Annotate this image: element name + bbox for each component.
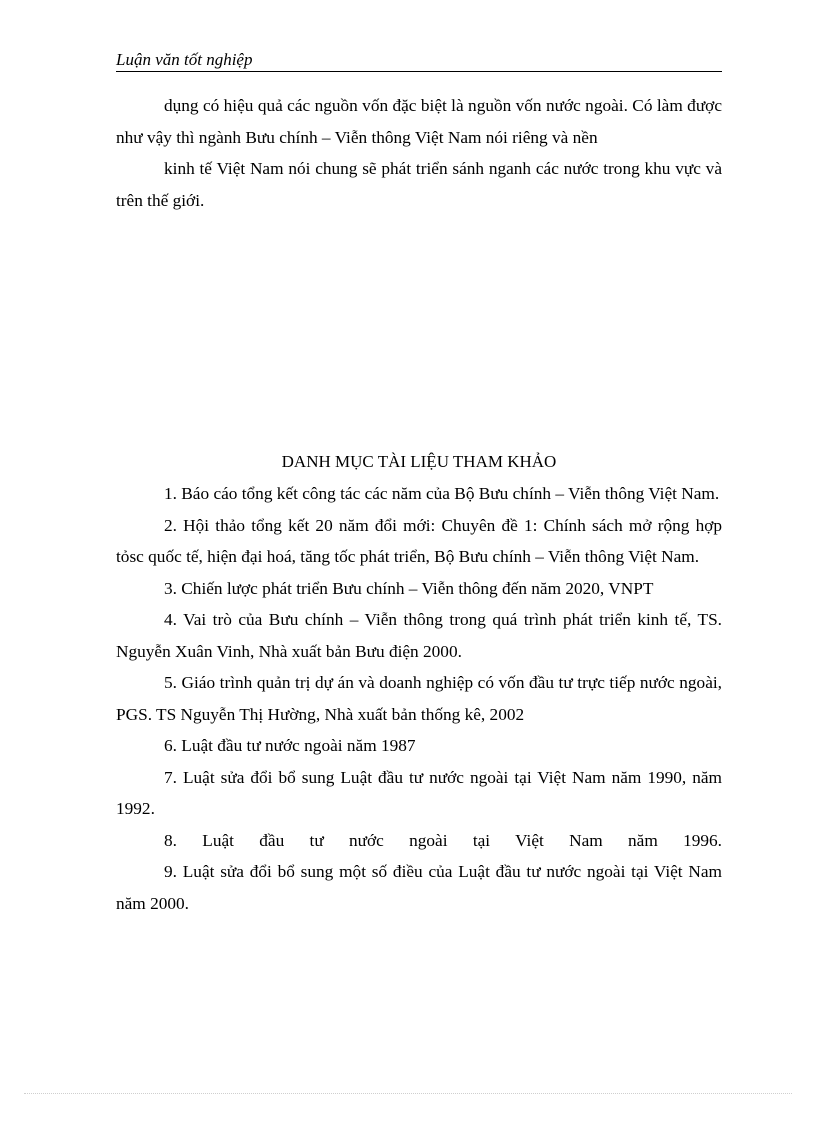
page-header: Luận văn tốt nghiệp xyxy=(116,50,722,72)
reference-item-1: 1. Báo cáo tổng kết công tác các năm của Bộ Bưu chính – Viễn thông Việt Nam. xyxy=(164,484,720,503)
reference-item-3: 3. Chiến lược phát triển Bưu chính – Viễn thông đến năm 2020, VNPT xyxy=(164,578,654,598)
references-title: DANH MỤC TÀI LIỆU THAM KHẢO xyxy=(281,452,557,471)
reference-item-2: 2. Hội thảo tổng kết 20 năm đổi mới: Chuyên đề 1: Chính sách mở rộng hợp tỏsc quốc tế, hiện đại hoá, tăng tốc phát triển, Bộ Bưu chính – Viễn thông Việt Nam. xyxy=(116,515,722,566)
reference-item-4: 4. Vai trò của Bưu chính – Viễn thông trong quá trình phát triển kinh tế, TS. Nguyễn Xuân Vinh, Nhà xuất bản Bưu điện 2000. xyxy=(116,610,722,661)
page-bottom-divider xyxy=(24,1093,792,1094)
reference-item-5: 5. Giáo trình quản trị dự án và doanh nghiệp có vốn đầu tư trực tiếp nước ngoài, PGS. TS Nguyễn Thị Hường, Nhà xuất bản thống kê, 2002 xyxy=(116,673,722,724)
reference-item-9: 9. Luật sửa đổi bổ sung một số điều của Luật đầu tư nước ngoài tại Việt Nam năm 2000. xyxy=(116,862,722,913)
reference-item-8: 8. Luật đầu tư nước ngoài tại Việt Nam năm 1996. xyxy=(164,830,722,850)
reference-item-6: 6. Luật đầu tư nước ngoài năm 1987 xyxy=(164,736,416,755)
intro-paragraph-1: dụng có hiệu quả các nguồn vốn đặc biệt là nguồn vốn nước ngoài. Có làm được như vậy thì ngành Bưu chính – Viễn thông Việt Nam nói riêng và nền xyxy=(116,96,722,147)
intro-section xyxy=(116,90,722,216)
references-list xyxy=(116,478,722,919)
reference-item-7: 7. Luật sửa đổi bổ sung Luật đầu tư nước ngoài tại Việt Nam năm 1990, năm 1992. xyxy=(116,767,722,818)
intro-paragraph-2: kinh tế Việt Nam nói chung sẽ phát triển sánh nganh các nước trong khu vực và trên thế giới. xyxy=(116,159,722,210)
